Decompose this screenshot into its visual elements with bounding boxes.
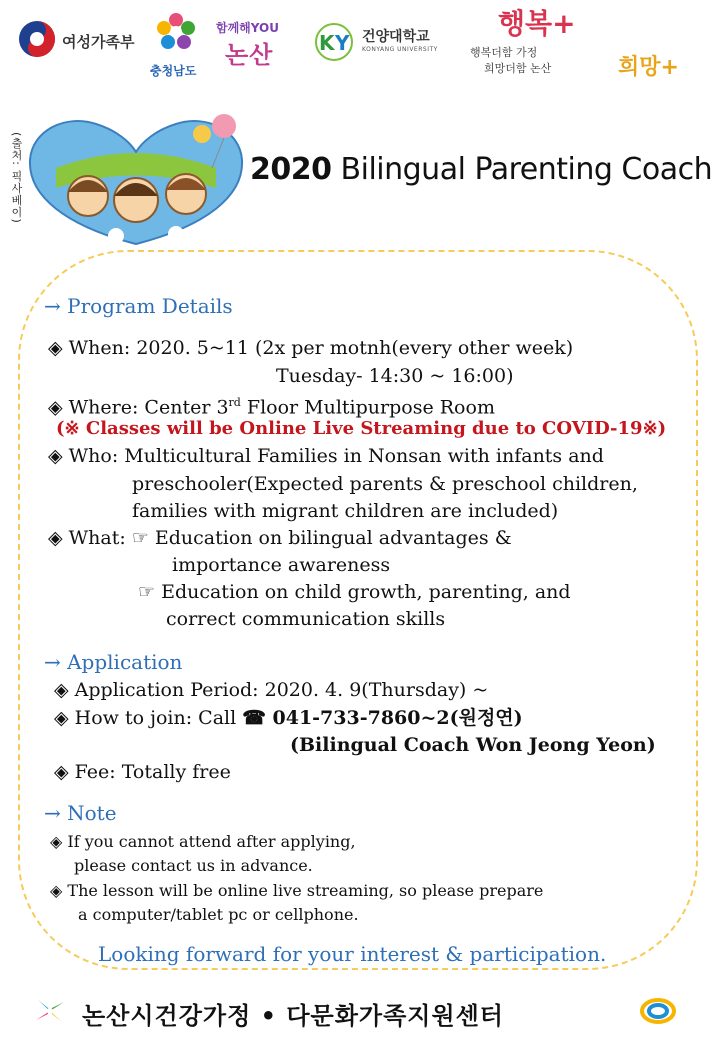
happy-plus-logo: 행복+ [498,7,576,40]
image-credit: (출처: 픽사베이) [10,132,23,224]
closing-message: Looking forward for your interest & participation. [98,942,607,966]
when-line-1: ◈ When: 2020. 5~11 (2x per motnh(every other week) [48,337,574,359]
page-title [250,152,712,187]
swirl-icon [638,996,678,1026]
title-year: 2020 [250,152,332,187]
gov-logo [18,20,56,58]
note-1b: please contact us in advance. [74,856,313,875]
nonsan-slogan-big: 논산 [225,41,274,69]
program-heading: → Program Details [44,294,233,318]
how-to-join [54,705,523,731]
note-1a: ◈ If you cannot attend after applying, [50,832,356,851]
hope-plus-logo: 희망+ [618,55,679,80]
svg-text:K: K [319,31,335,55]
taegeuk-icon [18,20,56,58]
province-name: 충청남도 [150,64,197,78]
join-text: ◈ How to join: Call [54,707,243,729]
ky-emblem-icon [310,22,358,62]
note-2a: ◈ The lesson will be online live streaming, so please prepare [50,881,544,900]
pinwheel-icon [30,996,70,1026]
flower-icon [146,10,206,60]
where-sup: rd [228,396,241,409]
nonsan-slogan-top: 함께해YOU [216,21,279,35]
application-heading: → Application [44,650,183,674]
when-line-2: Tuesday- 14:30 ~ 16:00) [276,365,514,387]
coach-name: (Bilingual Coach Won Jeong Yeon) [290,734,656,756]
note-2b: a computer/tablet pc or cellphone. [78,905,359,924]
fee-line: ◈ Fee: Totally free [54,761,231,783]
province-logo [146,10,206,60]
family-heart-icon [26,108,246,248]
happy-slogan-1: 행복더함 가정 [470,46,538,59]
covid-notice: (※ Classes will be Online Live Streaming due to COVID-19※) [56,418,667,439]
phone-number: ☎ 041-733-7860~2(원정연) [242,707,523,729]
what-line-3: ☞ Education on child growth, parenting, and [138,581,571,603]
where-line [48,390,495,420]
university-en: KONYANG UNIVERSITY [362,46,438,53]
gov-name: 여성가족부 [62,33,135,51]
university-logo [310,22,358,62]
who-line-2: preschooler(Expected parents & preschool children, [132,473,638,495]
what-line-4: correct communication skills [166,608,446,630]
where-text-a: ◈ Where: Center 3 [48,396,229,419]
application-period: ◈ Application Period: 2020. 4. 9(Thursday) ~ [54,679,489,701]
happy-slogan-2: 희망더함 논산 [484,62,552,75]
family-illustration [26,108,246,248]
who-line-3: families with migrant children are included) [132,500,559,522]
what-line-2: importance awareness [172,554,391,576]
where-text-b: Floor Multipurpose Room [240,396,495,419]
note-heading: → Note [44,801,117,825]
center-name: 논산시건강가정 • 다문화가족지원센터 [82,1002,504,1030]
center-logo-right [638,996,678,1026]
title-text: Bilingual Parenting Coach [331,152,713,187]
center-logo-left [30,996,70,1026]
what-line-1: ◈ What: ☞ Education on bilingual advantages & [48,527,512,549]
svg-text:Y: Y [335,31,350,55]
university-kr: 건양대학교 [362,29,430,45]
who-line-1: ◈ Who: Multicultural Families in Nonsan with infants and [48,445,604,467]
